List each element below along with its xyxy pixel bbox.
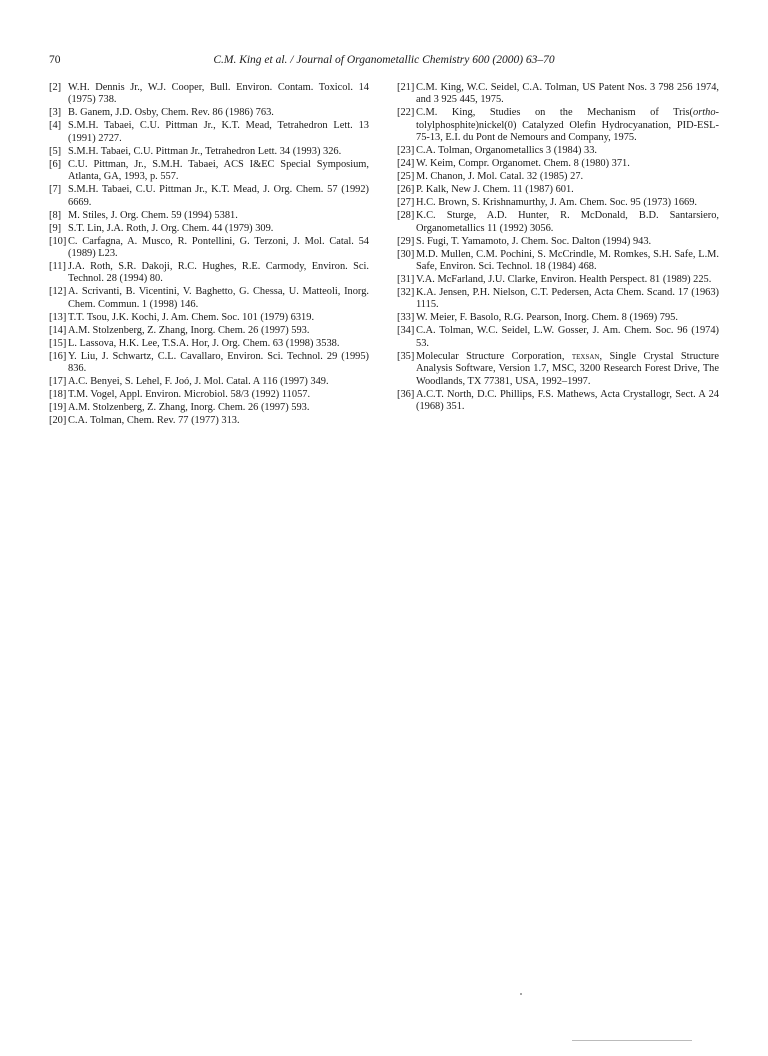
reference-item — [49, 338, 369, 350]
reference-item — [397, 325, 719, 350]
reference-item — [49, 286, 369, 311]
reference-item — [49, 120, 369, 145]
reference-text: M.D. Mullen, C.M. Pochini, S. McCrindle, M. Romkes, S.H. Safe, L.M. Safe, Environ. Sci. Technol. 18 (1984) 468. — [416, 248, 719, 273]
reference-text: A.M. Stolzenberg, Z. Zhang, Inorg. Chem. 26 (1997) 593. — [68, 402, 310, 414]
reference-number: [25] — [397, 171, 415, 183]
reference-number: [27] — [397, 197, 415, 209]
scan-speck — [520, 993, 522, 995]
reference-text: S.M.H. Tabaei, C.U. Pittman Jr., K.T. Mead, J. Org. Chem. 57 (1992) 6669. — [68, 184, 369, 208]
reference-item — [49, 236, 369, 261]
reference-text: M. Stiles, J. Org. Chem. 59 (1994) 5381. — [68, 209, 238, 221]
reference-item — [397, 312, 719, 324]
running-header: C.M. King et al. / Journal of Organometallic Chemistry 600 (2000) 63–70 — [213, 54, 555, 66]
reference-number: [11] — [49, 261, 66, 273]
reference-number: [24] — [397, 158, 415, 170]
reference-text: P. Kalk, New J. Chem. 11 (1987) 601. — [416, 184, 574, 196]
reference-text: W. Keim, Compr. Organomet. Chem. 8 (1980) 371. — [416, 158, 630, 170]
reference-item — [397, 145, 719, 157]
reference-number: [13] — [49, 311, 67, 323]
reference-item — [49, 402, 369, 414]
reference-number: [5] — [49, 145, 62, 157]
reference-item — [49, 325, 369, 337]
reference-text: C. Carfagna, A. Musco, R. Pontellini, G. Terzoni, J. Mol. Catal. 54 (1989) L23. — [68, 235, 369, 260]
reference-number: [12] — [49, 286, 67, 298]
reference-item — [397, 389, 719, 414]
reference-text-part: -tolylphosphite)nickel(0) Catalyzed Olefin Hydrocyanation, PID-ESL-75-13, E.I. du Pont de Nemours and Company, 1975. — [416, 107, 719, 144]
reference-number: [7] — [49, 184, 62, 196]
reference-text: M. Chanon, J. Mol. Catal. 32 (1985) 27. — [416, 171, 584, 183]
reference-number: [36] — [397, 388, 415, 400]
reference-text-part: , Single Crystal Structure Analysis Software, Version 1.7, MSC, 3200 Research Forest Drive, The Woodlands, TX 77381, USA, 1992–1997. — [416, 350, 719, 387]
reference-item — [49, 351, 369, 376]
reference-text: A. Scrivanti, B. Vicentini, V. Baghetto, G. Chessa, U. Matteoli, Inorg. Chem. Commun. 1 (1998) 146. — [68, 286, 369, 310]
reference-text: C.U. Pittman, Jr., S.M.H. Tabaei, ACS I&EC Special Symposium, Atlanta, GA, 1993, p. 557. — [68, 158, 369, 183]
reference-number: [34] — [397, 325, 415, 337]
reference-number: [20] — [49, 415, 67, 427]
bottom-rule — [572, 1040, 692, 1041]
reference-item — [397, 197, 719, 209]
reference-number: [30] — [397, 248, 415, 260]
reference-item — [49, 223, 369, 235]
reference-text: S.M.H. Tabaei, C.U. Pittman Jr., K.T. Mead, Tetrahedron Lett. 13 (1991) 2727. — [68, 120, 369, 144]
reference-number: [28] — [397, 210, 415, 222]
reference-item — [49, 415, 369, 427]
reference-text: S.T. Lin, J.A. Roth, J. Org. Chem. 44 (1979) 309. — [68, 222, 274, 234]
reference-text: C.A. Tolman, Chem. Rev. 77 (1977) 313. — [68, 415, 240, 427]
reference-number: [21] — [397, 82, 415, 93]
reference-item — [49, 159, 369, 184]
reference-item — [397, 249, 719, 274]
reference-number: [2] — [49, 82, 62, 93]
reference-item — [397, 184, 719, 196]
reference-item — [397, 287, 719, 312]
reference-item — [49, 184, 369, 209]
reference-text: K.C. Sturge, A.D. Hunter, R. McDonald, B.D. Santarsiero, Organometallics 11 (1992) 3056. — [416, 210, 719, 234]
reference-number: [32] — [397, 287, 415, 299]
reference-text: A.M. Stolzenberg, Z. Zhang, Inorg. Chem. 26 (1997) 593. — [68, 324, 310, 336]
reference-number: [33] — [397, 312, 415, 324]
reference-text: L. Lassova, H.K. Lee, T.S.A. Hor, J. Org. Chem. 63 (1998) 3538. — [68, 337, 340, 349]
reference-text: H.C. Brown, S. Krishnamurthy, J. Am. Chem. Soc. 95 (1973) 1669. — [416, 197, 698, 209]
reference-item — [397, 171, 719, 183]
reference-number: [18] — [49, 389, 67, 401]
reference-item — [397, 158, 719, 170]
reference-number: [35] — [397, 350, 415, 362]
reference-text: A.C. Benyei, S. Lehel, F. Joó, J. Mol. Catal. A 116 (1997) 349. — [68, 376, 329, 388]
reference-number: [6] — [49, 158, 62, 170]
reference-text: T.M. Vogel, Appl. Environ. Microbiol. 58/3 (1992) 11057. — [68, 389, 311, 401]
reference-number: [19] — [49, 402, 67, 414]
reference-text: W.H. Dennis Jr., W.J. Cooper, Bull. Environ. Contam. Toxicol. 14 (1975) 738. — [68, 82, 369, 106]
reference-text-part: Molecular Structure Corporation, — [416, 350, 572, 362]
reference-text: A.C.T. North, D.C. Phillips, F.S. Mathews, Acta Crystallogr, Sect. A 24 (1968) 351. — [416, 388, 719, 413]
reference-number: [16] — [49, 350, 67, 362]
reference-item — [397, 82, 719, 107]
reference-item — [397, 236, 719, 248]
reference-text: Y. Liu, J. Schwartz, C.L. Cavallaro, Environ. Sci. Technol. 29 (1995) 836. — [68, 350, 369, 375]
reference-italic-term: ortho — [693, 107, 716, 119]
reference-item — [49, 82, 369, 107]
references-right-column — [397, 82, 719, 414]
reference-item — [49, 261, 369, 286]
reference-text: V.A. McFarland, J.U. Clarke, Environ. Health Perspect. 81 (1989) 225. — [416, 274, 712, 286]
reference-number: [17] — [49, 376, 67, 388]
reference-item — [397, 274, 719, 286]
reference-item — [397, 351, 719, 388]
reference-text-part: C.M. King, Studies on the Mechanism of Tris( — [416, 107, 693, 119]
reference-number: [15] — [49, 337, 67, 349]
reference-number: [4] — [49, 120, 62, 132]
page-number: 70 — [49, 54, 61, 66]
reference-item — [49, 376, 369, 388]
reference-number: [14] — [49, 324, 67, 336]
reference-number: [9] — [49, 222, 62, 234]
reference-number: [10] — [49, 235, 67, 247]
reference-text: S.M.H. Tabaei, C.U. Pittman Jr., Tetrahedron Lett. 34 (1993) 326. — [68, 145, 342, 157]
reference-number: [31] — [397, 274, 415, 286]
reference-number: [3] — [49, 107, 62, 119]
reference-item — [49, 210, 369, 222]
reference-text: K.A. Jensen, P.H. Nielson, C.T. Pedersen, Acta Chem. Scand. 17 (1963) 1115. — [416, 287, 719, 311]
reference-text — [416, 107, 719, 144]
reference-text: W. Meier, F. Basolo, R.G. Pearson, Inorg. Chem. 8 (1969) 795. — [416, 312, 678, 324]
reference-item — [49, 312, 369, 324]
reference-item — [49, 107, 369, 119]
reference-item — [49, 146, 369, 158]
reference-number: [22] — [397, 107, 415, 119]
reference-number: [26] — [397, 184, 415, 196]
reference-text: T.T. Tsou, J.K. Kochi, J. Am. Chem. Soc. 101 (1979) 6319. — [68, 311, 315, 323]
reference-number: [8] — [49, 209, 62, 221]
reference-item — [397, 107, 719, 144]
reference-item — [397, 210, 719, 235]
reference-text: C.M. King, W.C. Seidel, C.A. Tolman, US Patent Nos. 3 798 256 1974, and 3 925 445, 1975. — [416, 82, 719, 106]
reference-software-name: texsan — [571, 350, 600, 362]
reference-text: C.A. Tolman, Organometallics 3 (1984) 33. — [416, 145, 597, 157]
reference-text: S. Fugi, T. Yamamoto, J. Chem. Soc. Dalton (1994) 943. — [416, 235, 652, 247]
references-left-column — [49, 82, 369, 428]
reference-text: B. Ganem, J.D. Osby, Chem. Rev. 86 (1986) 763. — [68, 107, 274, 119]
reference-item — [49, 389, 369, 401]
reference-number: [23] — [397, 145, 415, 157]
reference-number: [29] — [397, 235, 415, 247]
reference-text — [416, 351, 719, 388]
reference-text: C.A. Tolman, W.C. Seidel, L.W. Gosser, J. Am. Chem. Soc. 96 (1974) 53. — [416, 325, 719, 349]
reference-text: J.A. Roth, S.R. Dakoji, R.C. Hughes, R.E. Carmody, Environ. Sci. Technol. 28 (1994) 80. — [68, 261, 369, 285]
